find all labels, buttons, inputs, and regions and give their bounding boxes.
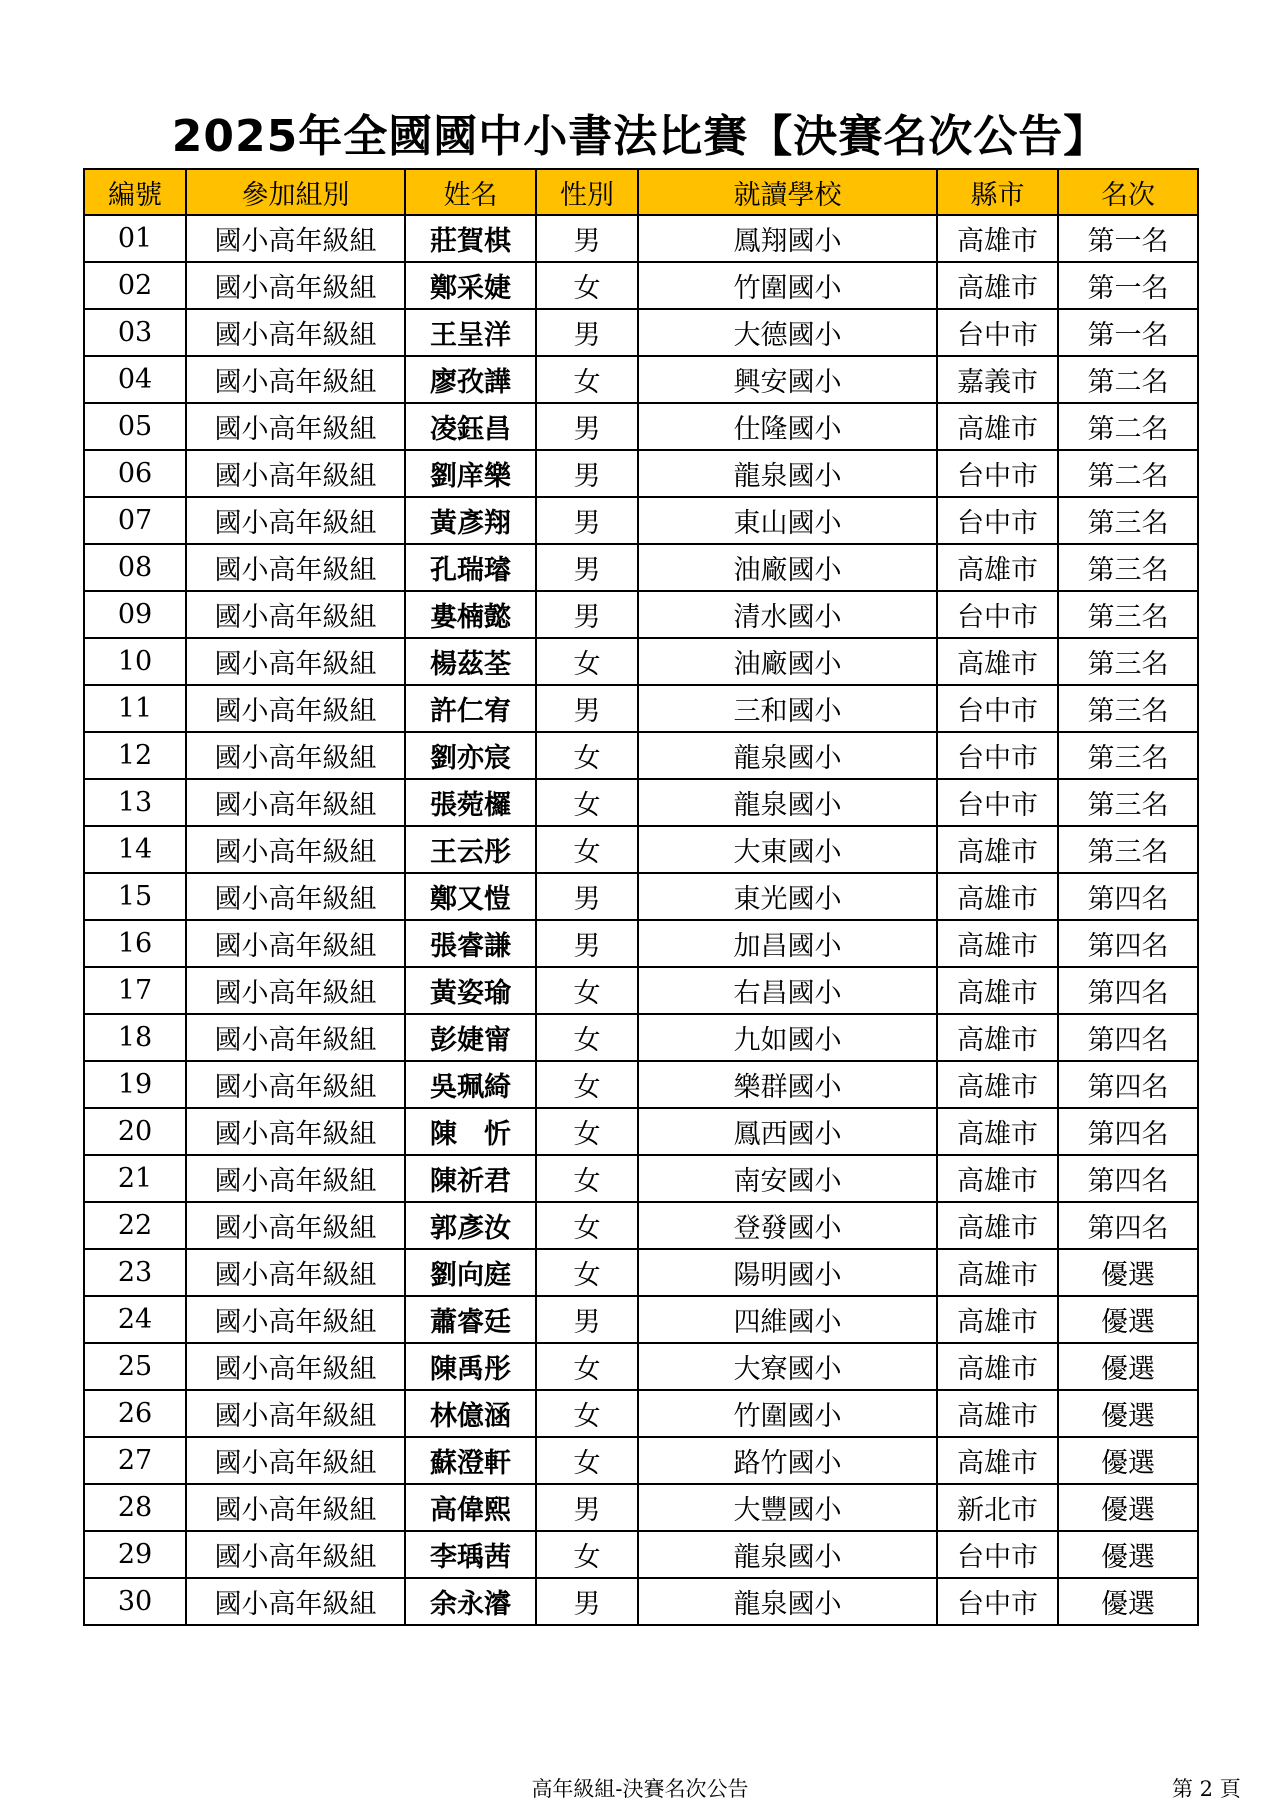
cell-group: 國小高年級組 [186,873,405,920]
cell-school: 四維國小 [638,1296,937,1343]
page-number: 第 2 頁 [1172,1777,1241,1801]
cell-city: 高雄市 [937,1437,1058,1484]
cell-group: 國小高年級組 [186,732,405,779]
cell-group: 國小高年級組 [186,544,405,591]
table-row [84,732,1198,779]
cell-group: 國小高年級組 [186,1437,405,1484]
cell-gender: 女 [536,262,638,309]
cell-name: 彭婕甯 [405,1014,536,1061]
cell-group: 國小高年級組 [186,1390,405,1437]
cell-name: 高偉熙 [405,1484,536,1531]
table-body [84,215,1198,1625]
cell-number: 30 [84,1578,186,1625]
cell-school: 鳳翔國小 [638,215,937,262]
cell-number: 08 [84,544,186,591]
cell-city: 台中市 [937,309,1058,356]
table-row [84,309,1198,356]
cell-rank: 第四名 [1058,967,1198,1014]
cell-rank: 第三名 [1058,544,1198,591]
cell-city: 高雄市 [937,403,1058,450]
cell-city: 台中市 [937,591,1058,638]
cell-number: 26 [84,1390,186,1437]
cell-school: 加昌國小 [638,920,937,967]
header-rank: 名次 [1058,169,1198,215]
cell-city: 嘉義市 [937,356,1058,403]
table-row [84,967,1198,1014]
cell-number: 27 [84,1437,186,1484]
cell-name: 鄭又愷 [405,873,536,920]
cell-city: 高雄市 [937,1343,1058,1390]
cell-gender: 男 [536,450,638,497]
cell-school: 竹圍國小 [638,1390,937,1437]
cell-number: 03 [84,309,186,356]
cell-gender: 男 [536,873,638,920]
cell-number: 14 [84,826,186,873]
cell-rank: 第三名 [1058,685,1198,732]
cell-group: 國小高年級組 [186,967,405,1014]
cell-gender: 女 [536,779,638,826]
cell-group: 國小高年級組 [186,685,405,732]
cell-school: 南安國小 [638,1155,937,1202]
table-row [84,1343,1198,1390]
cell-number: 15 [84,873,186,920]
table-row [84,920,1198,967]
cell-group: 國小高年級組 [186,826,405,873]
cell-group: 國小高年級組 [186,1202,405,1249]
table-row [84,215,1198,262]
results-table [83,168,1199,1626]
cell-school: 油廠國小 [638,638,937,685]
cell-number: 13 [84,779,186,826]
cell-name: 黃姿瑜 [405,967,536,1014]
cell-name: 王呈洋 [405,309,536,356]
cell-rank: 第四名 [1058,873,1198,920]
table-row [84,450,1198,497]
cell-group: 國小高年級組 [186,403,405,450]
cell-name: 張睿謙 [405,920,536,967]
cell-gender: 男 [536,1578,638,1625]
table-row [84,403,1198,450]
cell-school: 大豐國小 [638,1484,937,1531]
cell-name: 鄭采婕 [405,262,536,309]
cell-number: 11 [84,685,186,732]
cell-gender: 女 [536,967,638,1014]
cell-group: 國小高年級組 [186,1108,405,1155]
cell-city: 台中市 [937,779,1058,826]
header-group: 參加組別 [186,169,405,215]
cell-school: 三和國小 [638,685,937,732]
cell-number: 05 [84,403,186,450]
cell-number: 01 [84,215,186,262]
cell-rank: 第一名 [1058,262,1198,309]
cell-group: 國小高年級組 [186,1484,405,1531]
cell-school: 龍泉國小 [638,732,937,779]
cell-gender: 男 [536,309,638,356]
cell-school: 大寮國小 [638,1343,937,1390]
cell-city: 高雄市 [937,1014,1058,1061]
cell-city: 高雄市 [937,826,1058,873]
cell-gender: 男 [536,544,638,591]
cell-rank: 第二名 [1058,403,1198,450]
cell-number: 25 [84,1343,186,1390]
cell-name: 張菀欏 [405,779,536,826]
cell-rank: 優選 [1058,1437,1198,1484]
cell-school: 龍泉國小 [638,1578,937,1625]
cell-school: 右昌國小 [638,967,937,1014]
cell-number: 04 [84,356,186,403]
cell-gender: 男 [536,215,638,262]
cell-gender: 女 [536,1531,638,1578]
cell-group: 國小高年級組 [186,450,405,497]
cell-number: 22 [84,1202,186,1249]
cell-rank: 優選 [1058,1249,1198,1296]
cell-school: 大德國小 [638,309,937,356]
cell-name: 莊賀棋 [405,215,536,262]
table-row [84,685,1198,732]
cell-rank: 第一名 [1058,215,1198,262]
cell-gender: 男 [536,685,638,732]
cell-name: 蘇澄軒 [405,1437,536,1484]
cell-school: 登發國小 [638,1202,937,1249]
cell-city: 高雄市 [937,1061,1058,1108]
cell-number: 16 [84,920,186,967]
cell-name: 劉亦宸 [405,732,536,779]
cell-number: 10 [84,638,186,685]
cell-school: 竹圍國小 [638,262,937,309]
cell-rank: 第三名 [1058,732,1198,779]
cell-school: 九如國小 [638,1014,937,1061]
cell-name: 劉向庭 [405,1249,536,1296]
cell-school: 陽明國小 [638,1249,937,1296]
table-row [84,262,1198,309]
table-row [84,591,1198,638]
cell-city: 高雄市 [937,262,1058,309]
cell-city: 高雄市 [937,1296,1058,1343]
table-row [84,1531,1198,1578]
cell-city: 台中市 [937,685,1058,732]
cell-gender: 男 [536,1296,638,1343]
cell-group: 國小高年級組 [186,591,405,638]
cell-gender: 女 [536,1061,638,1108]
cell-city: 高雄市 [937,215,1058,262]
cell-number: 23 [84,1249,186,1296]
cell-school: 東山國小 [638,497,937,544]
cell-number: 21 [84,1155,186,1202]
cell-city: 台中市 [937,1531,1058,1578]
cell-number: 02 [84,262,186,309]
cell-rank: 第四名 [1058,1014,1198,1061]
table-row [84,826,1198,873]
cell-rank: 第四名 [1058,1202,1198,1249]
cell-group: 國小高年級組 [186,1343,405,1390]
cell-group: 國小高年級組 [186,215,405,262]
cell-number: 18 [84,1014,186,1061]
cell-group: 國小高年級組 [186,1014,405,1061]
cell-group: 國小高年級組 [186,497,405,544]
cell-gender: 女 [536,732,638,779]
cell-school: 仕隆國小 [638,403,937,450]
table-row [84,544,1198,591]
table-header-row [84,169,1198,215]
cell-gender: 女 [536,1014,638,1061]
cell-name: 吳珮綺 [405,1061,536,1108]
header-school: 就讀學校 [638,169,937,215]
header-number: 編號 [84,169,186,215]
cell-rank: 第一名 [1058,309,1198,356]
table-row [84,1296,1198,1343]
cell-city: 高雄市 [937,967,1058,1014]
cell-gender: 女 [536,826,638,873]
header-gender: 性別 [536,169,638,215]
cell-gender: 女 [536,1437,638,1484]
cell-city: 高雄市 [937,1108,1058,1155]
cell-number: 09 [84,591,186,638]
table-row [84,1202,1198,1249]
cell-school: 龍泉國小 [638,1531,937,1578]
cell-name: 廖孜譁 [405,356,536,403]
cell-name: 陳祈君 [405,1155,536,1202]
cell-group: 國小高年級組 [186,262,405,309]
cell-number: 29 [84,1531,186,1578]
cell-gender: 女 [536,356,638,403]
cell-city: 台中市 [937,732,1058,779]
cell-city: 高雄市 [937,1249,1058,1296]
header-city: 縣市 [937,169,1058,215]
cell-rank: 第三名 [1058,591,1198,638]
cell-number: 20 [84,1108,186,1155]
cell-rank: 第三名 [1058,497,1198,544]
cell-school: 龍泉國小 [638,779,937,826]
table-row [84,1155,1198,1202]
table-row [84,873,1198,920]
cell-rank: 優選 [1058,1390,1198,1437]
cell-gender: 女 [536,1249,638,1296]
table-row [84,1108,1198,1155]
cell-school: 油廠國小 [638,544,937,591]
cell-gender: 女 [536,1202,638,1249]
cell-rank: 第四名 [1058,1061,1198,1108]
cell-gender: 女 [536,1155,638,1202]
footer-title: 高年級組-決賽名次公告 [531,1777,749,1801]
cell-name: 許仁宥 [405,685,536,732]
cell-group: 國小高年級組 [186,1155,405,1202]
cell-rank: 優選 [1058,1343,1198,1390]
cell-number: 07 [84,497,186,544]
cell-school: 大東國小 [638,826,937,873]
cell-name: 郭彥汝 [405,1202,536,1249]
cell-city: 高雄市 [937,1202,1058,1249]
cell-gender: 女 [536,1108,638,1155]
cell-number: 17 [84,967,186,1014]
cell-name: 余永濬 [405,1578,536,1625]
cell-school: 清水國小 [638,591,937,638]
cell-group: 國小高年級組 [186,1578,405,1625]
cell-name: 劉庠樂 [405,450,536,497]
cell-school: 龍泉國小 [638,450,937,497]
cell-rank: 第三名 [1058,638,1198,685]
cell-group: 國小高年級組 [186,309,405,356]
cell-name: 楊茲荃 [405,638,536,685]
cell-rank: 優選 [1058,1531,1198,1578]
cell-group: 國小高年級組 [186,920,405,967]
table-row [84,1484,1198,1531]
cell-rank: 第三名 [1058,779,1198,826]
cell-rank: 優選 [1058,1578,1198,1625]
cell-number: 28 [84,1484,186,1531]
table-row [84,779,1198,826]
table-row [84,1249,1198,1296]
cell-number: 19 [84,1061,186,1108]
cell-number: 24 [84,1296,186,1343]
cell-name: 陳禹彤 [405,1343,536,1390]
cell-number: 12 [84,732,186,779]
cell-group: 國小高年級組 [186,1061,405,1108]
cell-city: 台中市 [937,1578,1058,1625]
cell-gender: 女 [536,638,638,685]
header-name: 姓名 [405,169,536,215]
cell-gender: 男 [536,1484,638,1531]
cell-school: 樂群國小 [638,1061,937,1108]
cell-rank: 第四名 [1058,1155,1198,1202]
table-row [84,497,1198,544]
cell-group: 國小高年級組 [186,1296,405,1343]
cell-gender: 男 [536,591,638,638]
cell-school: 路竹國小 [638,1437,937,1484]
cell-city: 高雄市 [937,1390,1058,1437]
table-row [84,1437,1198,1484]
cell-name: 孔瑞璿 [405,544,536,591]
cell-gender: 男 [536,497,638,544]
cell-gender: 女 [536,1343,638,1390]
cell-group: 國小高年級組 [186,779,405,826]
cell-group: 國小高年級組 [186,356,405,403]
cell-rank: 第二名 [1058,450,1198,497]
cell-name: 婁楠懿 [405,591,536,638]
cell-rank: 第四名 [1058,1108,1198,1155]
cell-rank: 第四名 [1058,920,1198,967]
cell-name: 黃彥翔 [405,497,536,544]
cell-gender: 女 [536,1390,638,1437]
cell-city: 高雄市 [937,544,1058,591]
cell-rank: 第二名 [1058,356,1198,403]
cell-rank: 優選 [1058,1296,1198,1343]
cell-name: 凌鈺昌 [405,403,536,450]
cell-city: 高雄市 [937,873,1058,920]
cell-group: 國小高年級組 [186,1531,405,1578]
cell-city: 高雄市 [937,920,1058,967]
cell-rank: 第三名 [1058,826,1198,873]
cell-name: 林億涵 [405,1390,536,1437]
cell-number: 06 [84,450,186,497]
cell-gender: 男 [536,920,638,967]
cell-city: 高雄市 [937,1155,1058,1202]
cell-school: 興安國小 [638,356,937,403]
cell-name: 蕭睿廷 [405,1296,536,1343]
page-title: 2025年全國國中小書法比賽【決賽名次公告】 [171,111,1109,162]
table-row [84,1578,1198,1625]
cell-gender: 男 [536,403,638,450]
cell-school: 鳳西國小 [638,1108,937,1155]
cell-school: 東光國小 [638,873,937,920]
cell-group: 國小高年級組 [186,1249,405,1296]
table-row [84,1061,1198,1108]
table-row [84,356,1198,403]
cell-city: 台中市 [937,497,1058,544]
cell-name: 李瑀茜 [405,1531,536,1578]
cell-city: 台中市 [937,450,1058,497]
cell-city: 新北市 [937,1484,1058,1531]
cell-city: 高雄市 [937,638,1058,685]
table-row [84,1390,1198,1437]
table-row [84,638,1198,685]
cell-rank: 優選 [1058,1484,1198,1531]
cell-name: 王云彤 [405,826,536,873]
cell-group: 國小高年級組 [186,638,405,685]
cell-name: 陳 忻 [405,1108,536,1155]
table-row [84,1014,1198,1061]
